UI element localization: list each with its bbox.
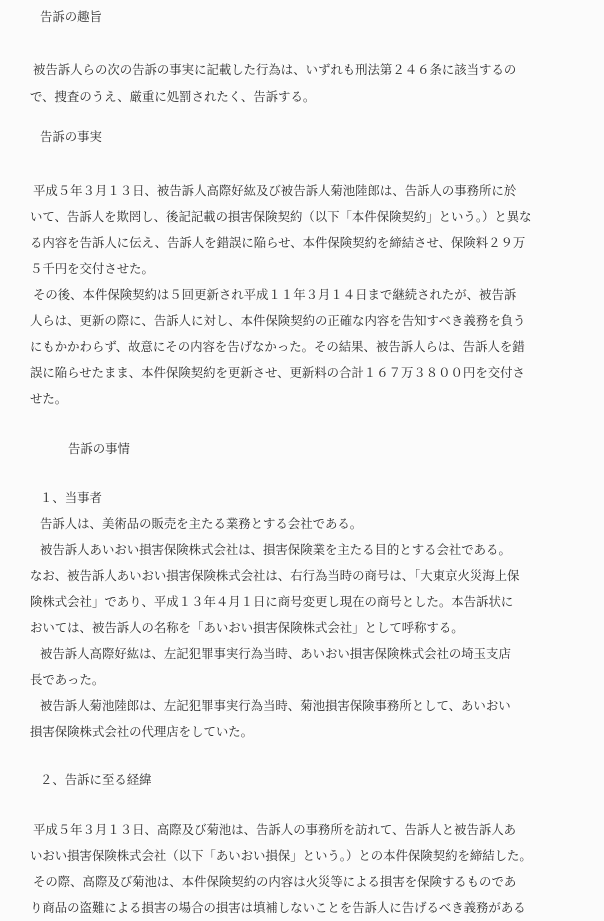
background-line-3: その際、高際及び菊池は、本件保険契約の内容は火災等による損害を保険するものであ bbox=[33, 874, 517, 889]
background-line-4: り商品の盗難による損害の場合の損害は填補しないことを告訴人に告げるべき義務がある bbox=[30, 900, 526, 915]
parties-line-3: なお、被告訴人あいおい損害保険株式会社は、右行為当時の商号は、「大東京火災海上保 bbox=[30, 568, 520, 583]
facts-line-3: る内容を告訴人に伝え、告訴人を錯誤に陥らせ、本件保険契約を締結させ、保険料２９万 bbox=[30, 235, 526, 250]
purpose-heading: 告訴の趣旨 bbox=[40, 9, 102, 24]
parties-line-2: 被告訴人あいおい損害保険株式会社は、損害保険業を主たる目的とする会社である。 bbox=[40, 542, 511, 557]
facts-line-5: その後、本件保険契約は５回更新され平成１１年３月１４日まで継続されたが、被告訴 bbox=[33, 287, 517, 302]
facts-line-6: 人らは、更新の際に、告訴人に対し、本件保険契約の正確な内容を告知すべき義務を負う bbox=[30, 313, 526, 328]
parties-line-5: おいては、被告訴人の名称を「あいおい損害保険株式会社」として呼称する。 bbox=[30, 620, 464, 635]
parties-line-6: 被告訴人高際好紘は、左記犯罪事実行為当時、あいおい損害保険株式会社の埼玉支店 bbox=[40, 646, 511, 661]
parties-heading: １、当事者 bbox=[40, 490, 102, 505]
facts-line-9: せた。 bbox=[30, 391, 68, 406]
parties-line-1: 告訴人は、美術品の販売を主たる業務とする会社である。 bbox=[40, 516, 363, 531]
facts-line-4: ５千円を交付させた。 bbox=[30, 261, 154, 276]
parties-line-9: 損害保険株式会社の代理店をしていた。 bbox=[30, 724, 254, 739]
parties-line-7: 長であった。 bbox=[30, 672, 105, 687]
background-line-1: 平成５年３月１３日、高際及び菊池は、告訴人の事務所を訪れて、告訴人と被告訴人あ bbox=[33, 822, 516, 837]
facts-line-8: 誤に陥らせたまま、本件保険契約を更新させ、更新料の合計１６７万３８００円を交付さ bbox=[30, 365, 525, 380]
parties-line-8: 被告訴人菊池陸郎は、左記犯罪事実行為当時、菊池損害保険事務所として、あいおい bbox=[40, 698, 511, 713]
background-heading: ２、告訴に至る経緯 bbox=[40, 772, 152, 787]
facts-heading: 告訴の事実 bbox=[40, 129, 102, 144]
purpose-line-1: 被告訴人らの次の告訴の事実に記載した行為は、いずれも刑法第２４６条に該当するの bbox=[33, 62, 517, 77]
parties-line-4: 険株式会社」であり、平成１３年４月１日に商号変更し現在の商号とした。本告訴状に bbox=[30, 594, 514, 609]
facts-line-2: いて、告訴人を欺罔し、後記記載の損害保険契約（以下「本件保険契約」という。）と異な bbox=[30, 209, 532, 224]
background-line-2: いおい損害保険株式会社（以下「あいおい損保」という。）との本件保険契約を締結した。 bbox=[30, 848, 532, 863]
purpose-line-2: で、捜査のうえ、厳重に処罰されたく、告訴する。 bbox=[30, 89, 316, 104]
facts-line-7: にもかかわらず、故意にその内容を告げなかった。その結果、被告訴人らは、告訴人を錯 bbox=[30, 339, 525, 354]
circumstances-heading: 告訴の事情 bbox=[68, 441, 130, 456]
facts-line-1: 平成５年３月１３日、被告訴人高際好紘及び被告訴人菊池陸郎は、告訴人の事務所に於 bbox=[33, 183, 517, 198]
